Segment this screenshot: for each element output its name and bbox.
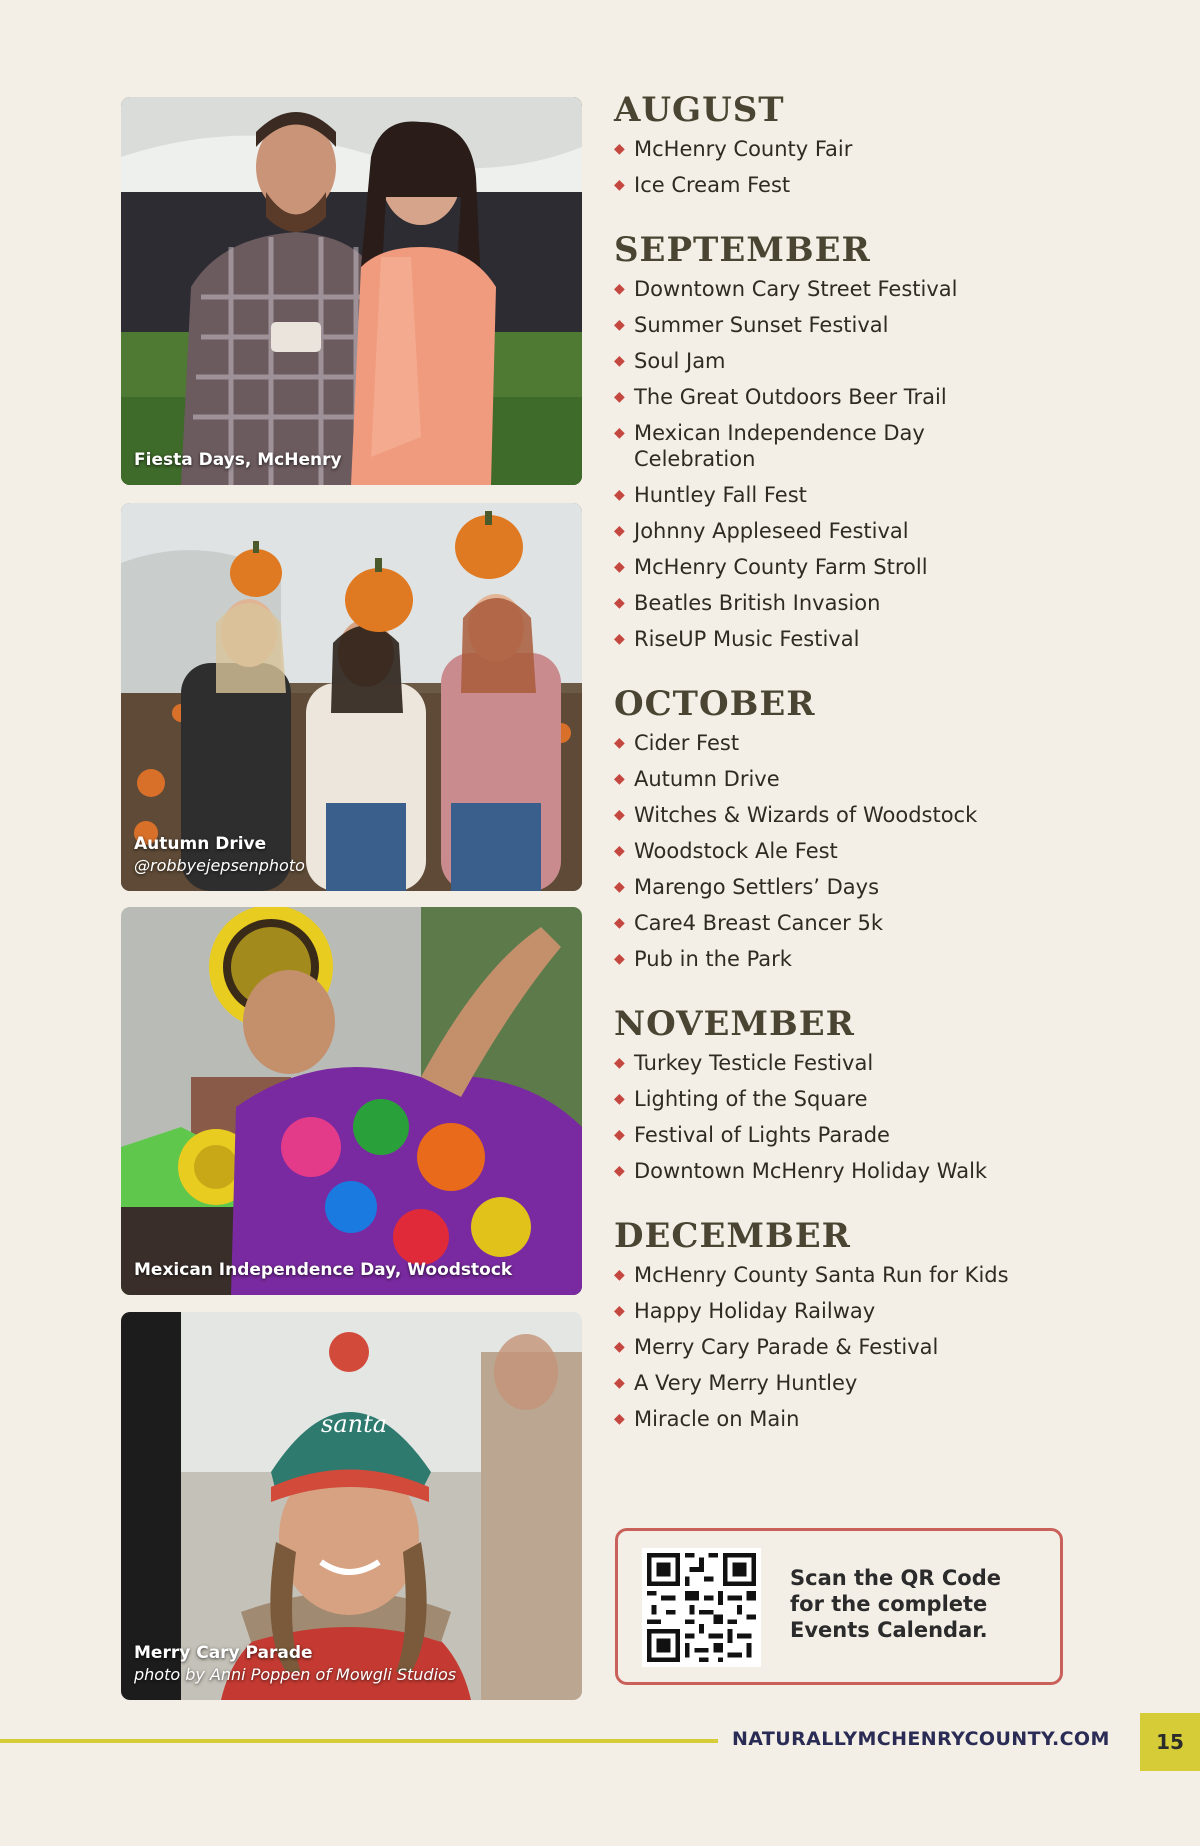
diamond-bullet-icon: ◆ [614, 1339, 625, 1355]
photo-credit: photo by Anni Poppen of Mowgli Studios [134, 1665, 457, 1684]
event-item [614, 802, 1084, 828]
diamond-bullet-icon: ◆ [614, 1127, 625, 1143]
event-name: Cider Fest [634, 731, 740, 755]
diamond-bullet-icon: ◆ [614, 523, 625, 539]
diamond-bullet-icon: ◆ [614, 389, 625, 405]
photo-caption-title: Mexican Independence Day, Woodstock [134, 1260, 513, 1280]
event-name: Witches & Wizards of Woodstock [634, 803, 978, 827]
diamond-bullet-icon: ◆ [614, 735, 625, 751]
event-item [614, 730, 1084, 756]
event-name: RiseUP Music Festival [634, 627, 860, 651]
diamond-bullet-icon: ◆ [614, 487, 625, 503]
diamond-bullet-icon: ◆ [614, 1091, 625, 1107]
diamond-bullet-icon: ◆ [614, 879, 625, 895]
diamond-bullet-icon: ◆ [614, 177, 625, 193]
diamond-bullet-icon: ◆ [614, 559, 625, 575]
photo-mexican-independence-day [121, 907, 582, 1295]
event-name: Lighting of the Square [634, 1087, 868, 1111]
fiesta-days-photo [121, 97, 582, 485]
mexican-independence-day-photo [121, 907, 582, 1295]
event-item [614, 1122, 1084, 1148]
photo-caption-title: Fiesta Days, McHenry [134, 450, 342, 470]
diamond-bullet-icon: ◆ [614, 1055, 625, 1071]
event-item [614, 838, 1084, 864]
event-item [614, 1334, 1084, 1360]
qr-instructions: Scan the QR Code for the complete Events Calendar. [790, 1566, 1001, 1642]
diamond-bullet-icon: ◆ [614, 631, 625, 647]
event-item [614, 136, 1084, 162]
event-item [614, 626, 1084, 652]
svg-text:santa: santa [321, 1410, 388, 1438]
month-august [614, 88, 1084, 198]
diamond-bullet-icon: ◆ [614, 1303, 625, 1319]
event-item [614, 590, 1084, 616]
event-item [614, 1158, 1084, 1184]
event-name: McHenry County Farm Stroll [634, 555, 928, 579]
event-name: Miracle on Main [634, 1407, 800, 1431]
diamond-bullet-icon: ◆ [614, 281, 625, 297]
diamond-bullet-icon: ◆ [614, 1163, 625, 1179]
event-item [614, 1050, 1084, 1076]
event-item [614, 554, 1084, 580]
event-item [614, 384, 1084, 410]
photo-credit: @robbyejepsenphoto [134, 856, 305, 875]
photo-fiesta-days [121, 97, 582, 485]
photo-caption [134, 833, 305, 877]
month-heading: AUGUST [614, 90, 785, 130]
diamond-bullet-icon: ◆ [614, 807, 625, 823]
photo-caption [134, 1259, 512, 1281]
photo-merry-cary-parade [121, 1312, 582, 1700]
photo-caption [134, 1642, 456, 1686]
diamond-bullet-icon: ◆ [614, 843, 625, 859]
event-item [614, 172, 1084, 198]
event-name: Ice Cream Fest [634, 173, 791, 197]
qr-callout [615, 1528, 1063, 1685]
footer-rule [0, 1739, 718, 1743]
photo-caption [134, 449, 342, 471]
diamond-bullet-icon: ◆ [614, 595, 625, 611]
event-item [614, 946, 1084, 972]
photo-caption-title: Autumn Drive [134, 834, 267, 854]
diamond-bullet-icon: ◆ [614, 1267, 625, 1283]
event-name: Beatles British Invasion [634, 591, 881, 615]
event-item [614, 874, 1084, 900]
diamond-bullet-icon: ◆ [614, 141, 625, 157]
event-item [614, 482, 1084, 508]
month-september [614, 228, 1084, 652]
month-heading: SEPTEMBER [614, 230, 871, 270]
event-item [614, 910, 1084, 936]
diamond-bullet-icon: ◆ [614, 1411, 625, 1427]
event-name: McHenry County Fair [634, 137, 853, 161]
event-name: Soul Jam [634, 349, 726, 373]
event-item [614, 1370, 1084, 1396]
event-name: The Great Outdoors Beer Trail [634, 385, 947, 409]
diamond-bullet-icon: ◆ [614, 951, 625, 967]
page-number: 15 [1156, 1730, 1184, 1754]
event-name: Johnny Appleseed Festival [634, 519, 909, 543]
event-item [614, 420, 934, 472]
event-name: Mexican Independence Day Celebration [634, 421, 925, 471]
event-name: Marengo Settlers’ Days [634, 875, 880, 899]
event-item [614, 1298, 1084, 1324]
event-name: Woodstock Ale Fest [634, 839, 838, 863]
event-name: Happy Holiday Railway [634, 1299, 876, 1323]
event-name: Downtown McHenry Holiday Walk [634, 1159, 988, 1183]
diamond-bullet-icon: ◆ [614, 425, 625, 441]
event-item [614, 1086, 1084, 1112]
events-list [614, 88, 1084, 1462]
event-name: Festival of Lights Parade [634, 1123, 890, 1147]
event-item [614, 1262, 1084, 1288]
event-name: Autumn Drive [634, 767, 780, 791]
event-item [614, 348, 1084, 374]
diamond-bullet-icon: ◆ [614, 317, 625, 333]
event-item [614, 518, 1084, 544]
photo-autumn-drive [121, 503, 582, 891]
event-item [614, 276, 1084, 302]
event-name: Downtown Cary Street Festival [634, 277, 958, 301]
event-item [614, 766, 1084, 792]
event-name: McHenry County Santa Run for Kids [634, 1263, 1009, 1287]
event-name: Merry Cary Parade & Festival [634, 1335, 939, 1359]
event-name: Summer Sunset Festival [634, 313, 889, 337]
photo-caption-title: Merry Cary Parade [134, 1643, 313, 1663]
event-name: A Very Merry Huntley [634, 1371, 858, 1395]
diamond-bullet-icon: ◆ [614, 353, 625, 369]
event-name: Care4 Breast Cancer 5k [634, 911, 884, 935]
month-heading: NOVEMBER [614, 1004, 855, 1044]
event-item [614, 1406, 1084, 1432]
diamond-bullet-icon: ◆ [614, 915, 625, 931]
diamond-bullet-icon: ◆ [614, 1375, 625, 1391]
month-november [614, 1002, 1084, 1184]
month-heading: DECEMBER [614, 1216, 851, 1256]
month-october [614, 682, 1084, 972]
website-link[interactable]: NATURALLYMCHENRYCOUNTY.COM [732, 1728, 1110, 1750]
qr-code-icon[interactable] [642, 1548, 761, 1667]
event-item [614, 312, 1084, 338]
event-name: Turkey Testicle Festival [634, 1051, 874, 1075]
month-heading: OCTOBER [614, 684, 816, 724]
month-december [614, 1214, 1084, 1432]
event-name: Pub in the Park [634, 947, 792, 971]
event-name: Huntley Fall Fest [634, 483, 807, 507]
page-number-box [1140, 1713, 1200, 1771]
diamond-bullet-icon: ◆ [614, 771, 625, 787]
